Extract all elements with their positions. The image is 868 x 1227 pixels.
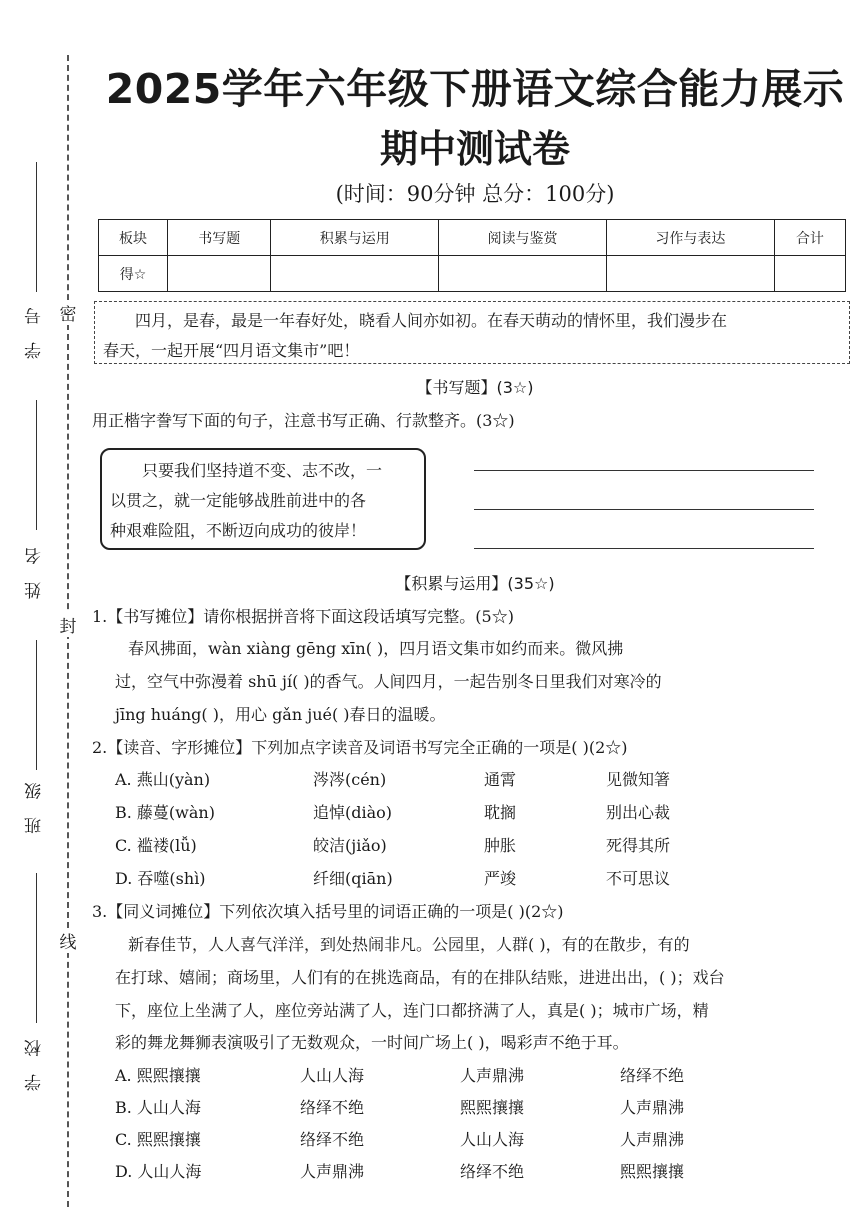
q2-option: A. 燕山(yàn) — [115, 770, 211, 789]
score-row-label: 得☆ — [99, 256, 168, 292]
q2-option: 不可思议 — [606, 869, 671, 888]
q3-option: 人山人海 — [460, 1130, 525, 1149]
seal-char-feng: 封 — [56, 612, 80, 637]
seal-char-mi: 密 — [56, 300, 80, 325]
q1-line: jīng huáng( )，用心 gǎn jué( )春日的温暖。 — [115, 705, 446, 724]
sentence-line: 以贯之，就一定能够战胜前进中的各 — [110, 491, 367, 510]
sentence-line: 只要我们坚持道不变、志不改，一 — [142, 461, 383, 480]
q3-option: C. 熙熙攘攘 — [115, 1130, 201, 1149]
q2-option: 别出心裁 — [606, 803, 671, 822]
q3-line: 在打球、嬉闹；商场里，人们有的在挑选商品，有的在排队结账，进进出出，( )；戏台 — [115, 968, 725, 987]
score-header-cell: 书写题 — [168, 220, 271, 256]
q3-option: 熙熙攘攘 — [460, 1098, 525, 1117]
q3-option: 人山人海 — [300, 1066, 365, 1085]
school-line — [36, 873, 37, 1023]
score-table — [98, 219, 846, 292]
sentence-box — [100, 448, 426, 550]
score-cell[interactable] — [439, 256, 607, 292]
q2-option: 追悼(diào) — [313, 803, 393, 822]
score-cell[interactable] — [774, 256, 845, 292]
student-id-label: 学 号 — [25, 301, 45, 359]
q2-option: 严竣 — [484, 869, 517, 888]
writing-line[interactable] — [474, 509, 814, 510]
score-cell[interactable] — [168, 256, 271, 292]
q3-option: 络绎不绝 — [620, 1066, 685, 1085]
q3-option: 络绎不绝 — [300, 1098, 365, 1117]
class-label: 班 级 — [25, 776, 45, 834]
seal-char-xian: 线 — [56, 928, 80, 953]
q2-option: 见微知箸 — [606, 770, 671, 789]
score-cell[interactable] — [271, 256, 439, 292]
sentence-line: 种艰难险阻，不断迈向成功的彼岸！ — [110, 521, 367, 540]
score-header-cell: 习作与表达 — [606, 220, 774, 256]
q1-line: 春风拂面，wàn xiàng gēng xīn( )，四月语文集市如约而来。微风拂 — [128, 639, 624, 658]
time-info: (时间：90分钟 总分：100分) — [335, 182, 615, 206]
name-label: 姓 名 — [25, 541, 45, 599]
q3-line: 下，座位上坐满了人，座位旁站满了人，连门口都挤满了人，真是( )；城市广场，精 — [115, 1001, 709, 1020]
section-heading-writing: 【书写题】(3☆) — [416, 378, 534, 397]
q2-option: 通霄 — [484, 770, 517, 789]
q3-option: 络绎不绝 — [300, 1130, 365, 1149]
intro-line: 四月，是春，最是一年春好处，晓看人间亦如初。在春天萌动的情怀里，我们漫步在 — [135, 311, 728, 330]
q1-stem: 1.【书写摊位】请你根据拼音将下面这段话填写完整。(5☆) — [92, 607, 514, 626]
q2-option: D. 吞噬(shì) — [115, 869, 206, 888]
q2-stem: 2.【读音、字形摊位】下列加点字读音及词语书写完全正确的一项是( )(2☆) — [92, 738, 628, 757]
writing-instruction: 用正楷字誊写下面的句子，注意书写正确、行款整齐。(3☆) — [92, 411, 515, 430]
q3-line: 新春佳节，人人喜气洋洋，到处热闹非凡。公园里，人群( )，有的在散步，有的 — [128, 935, 690, 954]
q2-option: B. 藤蔓(wàn) — [115, 803, 215, 822]
q3-option: B. 人山人海 — [115, 1098, 201, 1117]
q3-option: 熙熙攘攘 — [620, 1162, 685, 1181]
q3-line: 彩的舞龙舞狮表演吸引了无数观众，一时间广场上( )，喝彩声不绝于耳。 — [115, 1033, 629, 1052]
q2-option: 纤细(qiān) — [313, 869, 393, 888]
q1-line: 过，空气中弥漫着 shū jí( )的香气。人间四月，一起告别冬日里我们对寒冷的 — [115, 672, 662, 691]
score-header-cell: 阅读与鉴赏 — [439, 220, 607, 256]
intro-line: 春天，一起开展“四月语文集市”吧！ — [103, 341, 360, 360]
exam-subtitle: 期中测试卷 — [379, 127, 570, 171]
q2-option: 涔涔(cén) — [313, 770, 387, 789]
score-cell[interactable] — [606, 256, 774, 292]
score-header-cell: 积累与运用 — [271, 220, 439, 256]
exam-title: 2025学年六年级下册语文综合能力展示 — [105, 65, 845, 113]
q3-option: A. 熙熙攘攘 — [115, 1066, 201, 1085]
name-line — [36, 400, 37, 530]
q3-option: 人声鼎沸 — [620, 1098, 685, 1117]
score-header-cell: 板块 — [99, 220, 168, 256]
q2-option: 肿胀 — [484, 836, 517, 855]
score-table-score-row — [99, 256, 846, 292]
student-id-line — [36, 162, 37, 292]
school-label: 学 校 — [25, 1033, 45, 1091]
intro-box — [94, 301, 850, 364]
q3-stem: 3.【同义词摊位】下列依次填入括号里的词语正确的一项是( )(2☆) — [92, 902, 564, 921]
q3-option: 人声鼎沸 — [300, 1162, 365, 1181]
writing-line[interactable] — [474, 548, 814, 549]
writing-line[interactable] — [474, 470, 814, 471]
q2-option: 皎洁(jiǎo) — [313, 836, 387, 855]
q2-option: 死得其所 — [606, 836, 671, 855]
section-heading-accumulation: 【积累与运用】(35☆) — [395, 574, 555, 593]
q2-option: C. 褴褛(lǚ) — [115, 836, 197, 855]
score-table-header-row — [99, 220, 846, 256]
class-line — [36, 640, 37, 770]
score-header-cell: 合计 — [774, 220, 845, 256]
q3-option: 人声鼎沸 — [460, 1066, 525, 1085]
q2-option: 耽搁 — [484, 803, 517, 822]
q3-option: D. 人山人海 — [115, 1162, 202, 1181]
q3-option: 人声鼎沸 — [620, 1130, 685, 1149]
q3-option: 络绎不绝 — [460, 1162, 525, 1181]
